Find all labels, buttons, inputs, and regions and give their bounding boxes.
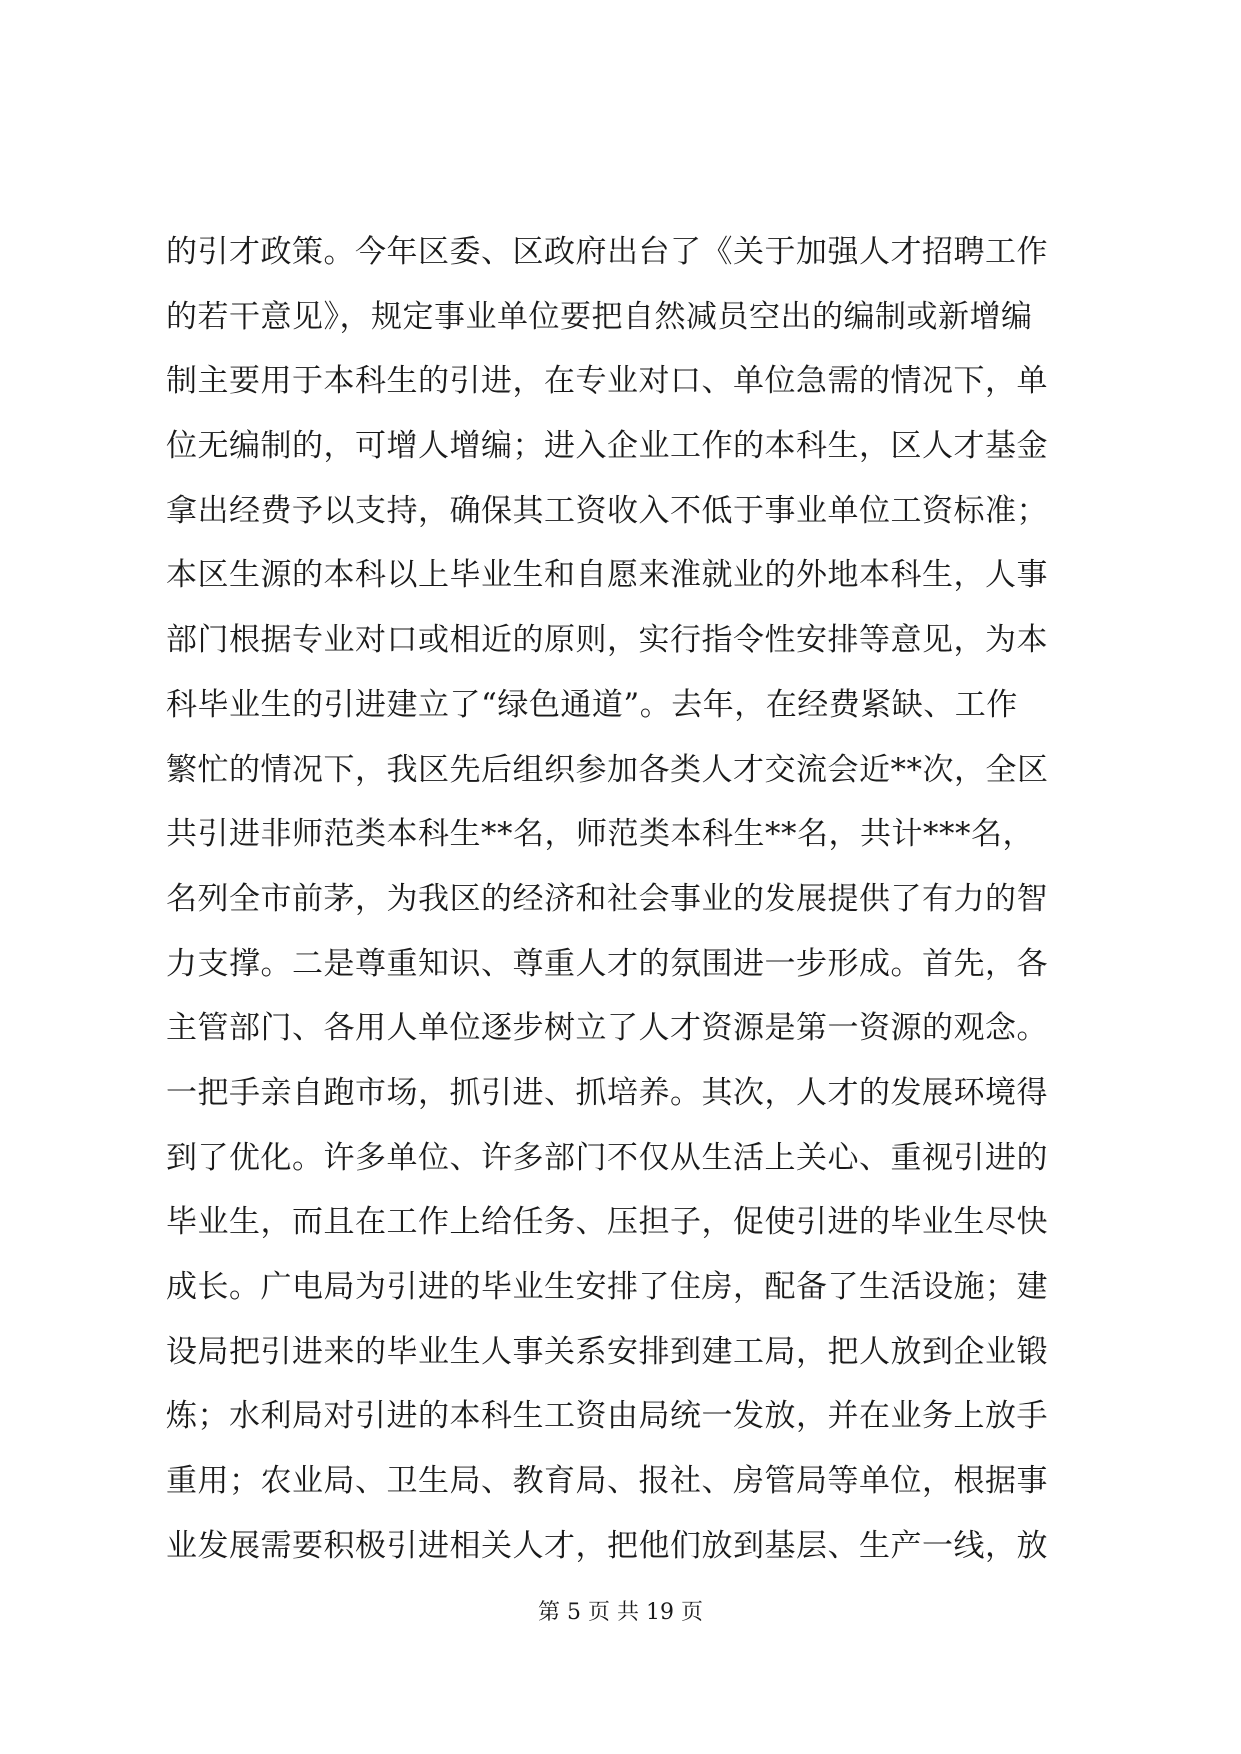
- text-line: 重用；农业局、卫生局、教育局、报社、房管局等单位，根据事: [166, 1463, 1048, 1500]
- text-line: 力支撑。二是尊重知识、尊重人才的氛围进一步形成。首先，各: [166, 945, 1048, 982]
- text-line: 到了优化。许多单位、许多部门不仅从生活上关心、重视引进的: [166, 1139, 1048, 1176]
- page-number-footer: 第 5 页 共 19 页: [538, 1600, 703, 1625]
- body-text: [166, 232, 1086, 1590]
- text-line: 一把手亲自跑市场，抓引进、抓培养。其次，人才的发展环境得: [166, 1074, 1048, 1111]
- text-line: 本区生源的本科以上毕业生和自愿来淮就业的外地本科生，人事: [166, 557, 1048, 594]
- text-line: 繁忙的情况下，我区先后组织参加各类人才交流会近**次，全区: [166, 751, 1049, 788]
- text-line: 部门根据专业对口或相近的原则，实行指令性安排等意见，为本: [166, 622, 1048, 659]
- text-line: 共引进非师范类本科生**名，师范类本科生**名，共计***名，: [166, 816, 1034, 853]
- text-line: 的引才政策。今年区委、区政府出台了《关于加强人才招聘工作: [166, 234, 1048, 270]
- text-line: 设局把引进来的毕业生人事关系安排到建工局，把人放到企业锻: [166, 1333, 1048, 1370]
- text-line: 拿出经费予以支持，确保其工资收入不低于事业单位工资标准；: [166, 492, 1048, 529]
- text-line: 制主要用于本科生的引进，在专业对口、单位急需的情况下，单: [166, 363, 1048, 400]
- text-line: 名列全市前茅，为我区的经济和社会事业的发展提供了有力的智: [166, 880, 1048, 917]
- text-line: 科毕业生的引进建立了“绿色通道”。去年，在经费紧缺、工作: [166, 686, 1018, 723]
- text-line: 位无编制的，可增人增编；进入企业工作的本科生，区人才基金: [166, 428, 1048, 465]
- text-line: 毕业生，而且在工作上给任务、压担子，促使引进的毕业生尽快: [166, 1204, 1048, 1241]
- text-line: 成长。广电局为引进的毕业生安排了住房，配备了生活设施；建: [166, 1269, 1048, 1305]
- text-line: 炼；水利局对引进的本科生工资由局统一发放，并在业务上放手: [166, 1398, 1048, 1435]
- text-line: 业发展需要积极引进相关人才，把他们放到基层、生产一线，放: [166, 1527, 1048, 1564]
- text-line: 主管部门、各用人单位逐步树立了人才资源是第一资源的观念。: [166, 1010, 1048, 1047]
- text-line: 的若干意见》，规定事业单位要把自然减员空出的编制或新增编: [166, 298, 1033, 335]
